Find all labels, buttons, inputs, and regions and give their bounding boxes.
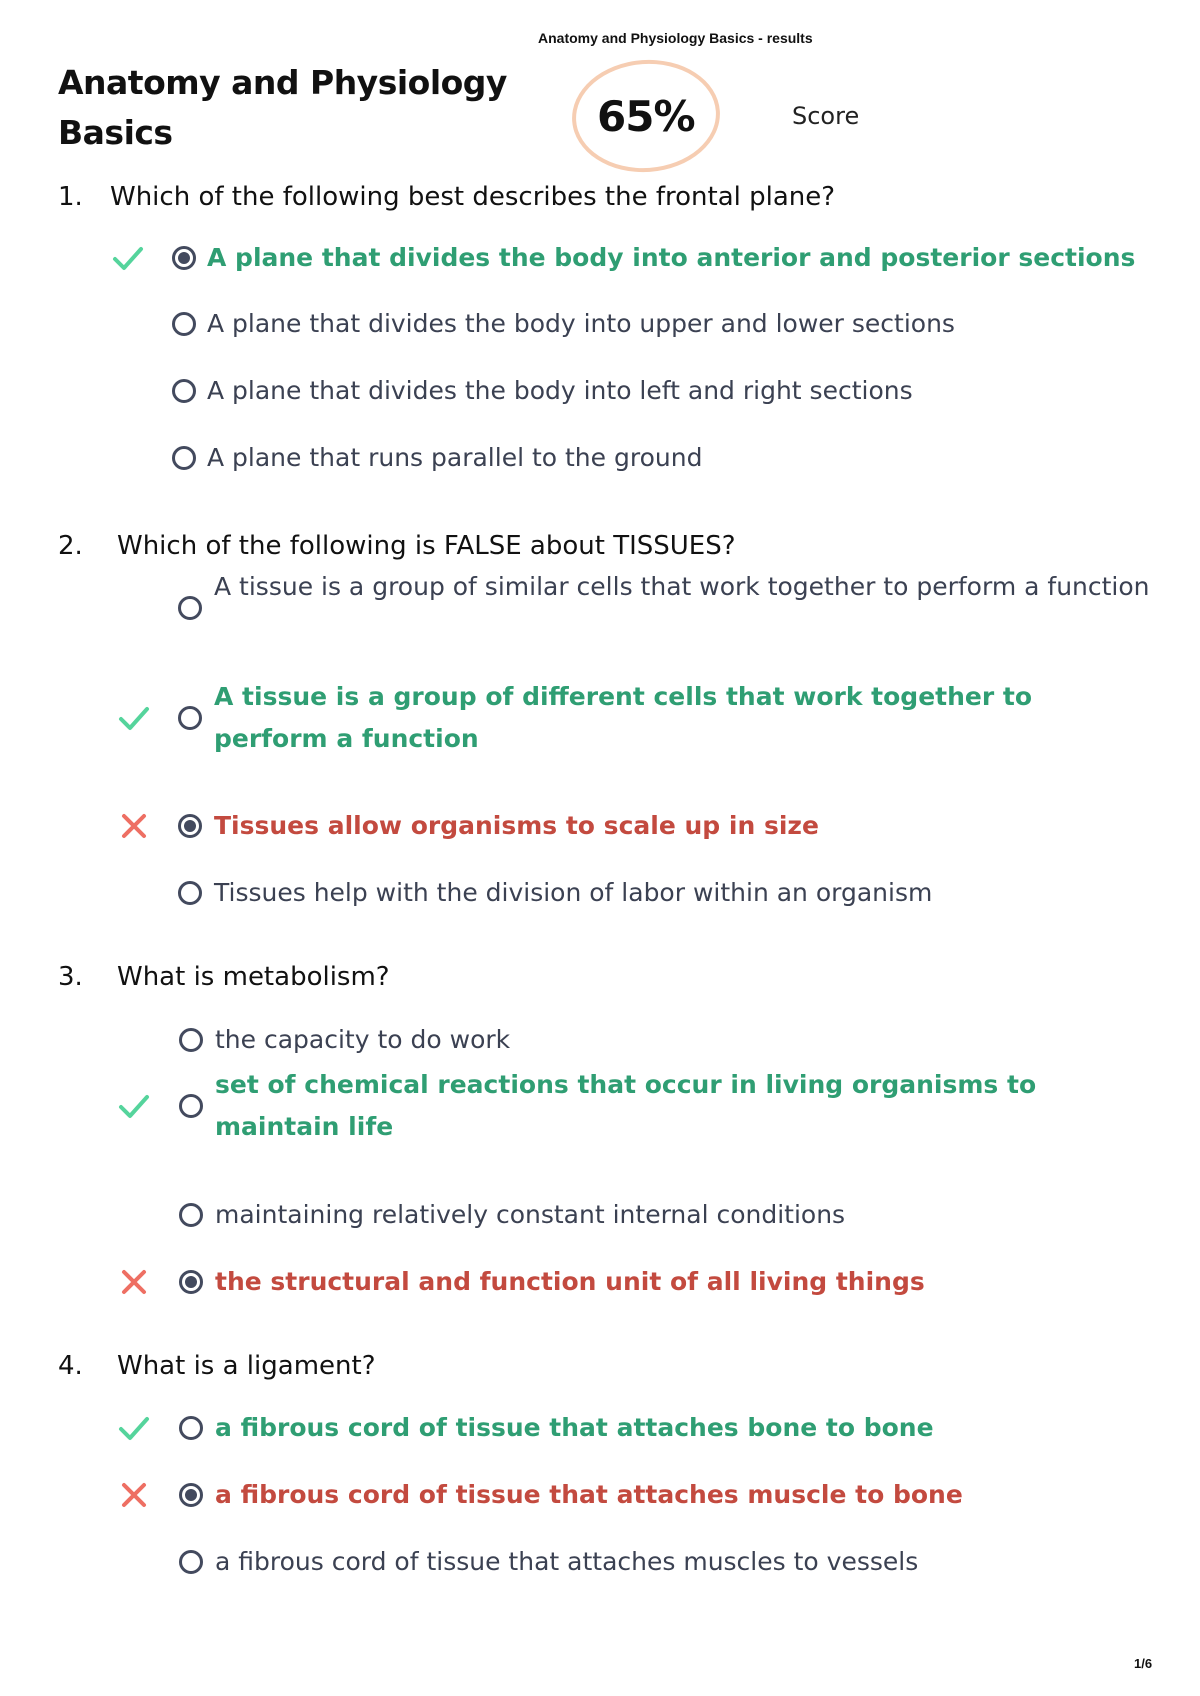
page-number: 1/6 [1134,1656,1153,1671]
question-number: 2. [58,531,83,561]
radio-empty-icon[interactable] [172,446,196,470]
answer-text: set of chemical reactions that occur in living organisms to maintain life [215,1070,1037,1141]
radio-selected-icon[interactable] [179,1483,203,1507]
running-header: Anatomy and Physiology Basics - results [538,30,813,46]
question-text: What is metabolism? [117,962,390,992]
question-number: 1. [58,182,83,212]
page-title: Anatomy and Physiology Basics [58,63,507,152]
radio-empty-icon[interactable] [172,379,196,403]
radio-empty-icon[interactable] [179,1203,203,1227]
radio-empty-icon[interactable] [179,1028,203,1052]
score-badge [568,55,723,177]
answer-text: Tissues help with the division of labor within an organism [214,878,933,907]
answer-text: the structural and function unit of all living things [215,1267,925,1296]
answer-text: Tissues allow organisms to scale up in size [214,811,819,840]
question-number: 3. [58,962,83,992]
answer-text: maintaining relatively constant internal conditions [215,1200,846,1229]
answer-text: A plane that divides the body into anterior and posterior sections [207,243,1136,272]
answer-text: A tissue is a group of different cells that work together to perform a function [214,682,1033,753]
radio-empty-icon[interactable] [178,881,202,905]
radio-empty-icon[interactable] [178,706,202,730]
answer-text: A plane that runs parallel to the ground [207,443,703,472]
cross-icon [116,1264,152,1300]
answer-text: A plane that divides the body into left and right sections [207,376,913,405]
check-icon [110,240,146,276]
question-text: What is a ligament? [117,1351,376,1381]
radio-empty-icon[interactable] [179,1416,203,1440]
score-value: 65% [597,91,695,141]
radio-selected-icon[interactable] [178,814,202,838]
answer-text: a fibrous cord of tissue that attaches muscles to vessels [215,1547,919,1576]
cross-icon [116,808,152,844]
question-number: 4. [58,1351,83,1381]
question-text: Which of the following is FALSE about TISSUES? [117,531,736,561]
answer-text: A plane that divides the body into upper and lower sections [207,309,955,338]
check-icon [116,1410,152,1446]
radio-empty-icon[interactable] [172,312,196,336]
radio-selected-icon[interactable] [179,1270,203,1294]
answer-text: a fibrous cord of tissue that attaches bone to bone [215,1413,934,1442]
radio-selected-icon[interactable] [172,246,196,270]
cross-icon [116,1477,152,1513]
radio-empty-icon[interactable] [179,1550,203,1574]
check-icon [116,1088,152,1124]
score-label: Score [792,102,860,130]
answer-text: a fibrous cord of tissue that attaches muscle to bone [215,1480,963,1509]
answer-text: A tissue is a group of similar cells that work together to perform a function [214,572,1150,601]
answer-text: the capacity to do work [215,1025,511,1054]
radio-empty-icon[interactable] [178,596,202,620]
check-icon [116,700,152,736]
question-text: Which of the following best describes the frontal plane? [110,182,836,212]
radio-empty-icon[interactable] [179,1094,203,1118]
